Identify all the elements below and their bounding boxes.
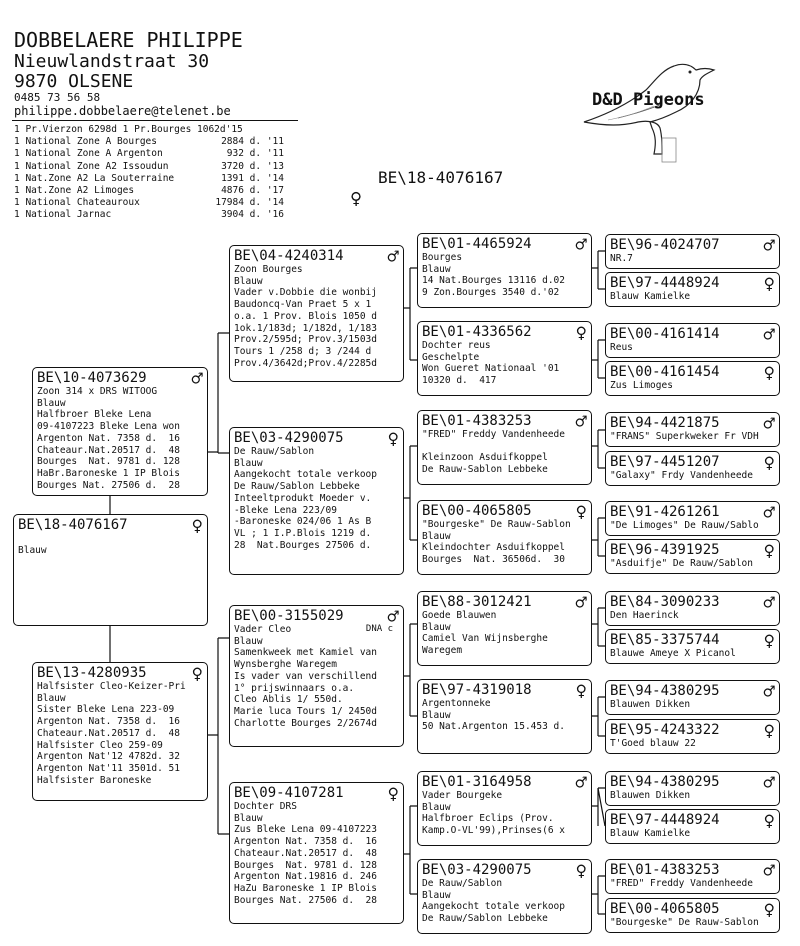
ring-number: BE\03-4290075 [422, 862, 532, 878]
pedigree-card-dam-dam[interactable] [229, 782, 404, 924]
male-icon: ♂ [763, 413, 775, 435]
male-icon: ♂ [763, 324, 775, 346]
female-icon: ♀ [575, 860, 587, 882]
male-icon: ♂ [763, 592, 775, 614]
card-notes: "FRED" Freddy Vandenheede [610, 878, 753, 889]
breeder-email: philippe.dobbelaere@telenet.be [14, 104, 231, 118]
pedigree-card-g4[interactable] [605, 412, 780, 447]
card-notes: Vader Cleo Blauw Samenkweek met Kamiel van Wynsberghe Waregem Is vader van verschillend 1° prijswinnaars o.a. Cleo Ablis 1/ 550d. Marie luca Tours 1/ 2450d Charlotte Bourges 2/2674d [234, 624, 377, 729]
male-icon: ♂ [763, 860, 775, 882]
pedigree-card-g4[interactable] [605, 539, 780, 574]
card-notes: "De Limoges" De Rauw/Sablo [610, 520, 759, 531]
ring-number: BE\97-4451207 [610, 454, 720, 470]
ring-number: BE\00-3155029 [234, 608, 344, 624]
pedigree-card-g3[interactable] [417, 859, 592, 934]
female-icon: ♀ [763, 630, 775, 652]
male-icon: ♂ [763, 681, 775, 703]
card-notes: Den Haerinck [610, 610, 679, 621]
card-notes: Blauwen Dikken [610, 699, 691, 710]
female-icon: ♀ [763, 452, 775, 474]
male-icon: ♂ [191, 368, 203, 390]
pedigree-card-g3[interactable] [417, 771, 592, 846]
ring-number: BE\96-4391925 [610, 542, 720, 558]
ring-number: BE\03-4290075 [234, 430, 344, 446]
card-notes: Blauw [18, 544, 47, 556]
card-notes: Goede Blauwen Blauw Camiel Van Wijnsberghe Waregem [422, 610, 548, 657]
pedigree-card-g3[interactable] [417, 233, 592, 308]
pedigree-card-g4[interactable] [605, 898, 780, 933]
ring-number: BE\09-4107281 [234, 785, 344, 801]
card-notes: Reus [610, 342, 633, 353]
male-icon: ♂ [575, 234, 587, 256]
card-notes: "Galaxy" Frdy Vandenheede [610, 470, 753, 481]
breeder-phone: 0485 73 56 58 [14, 91, 101, 104]
ring-number: BE\96-4024707 [610, 237, 720, 253]
ring-number: BE\97-4448924 [610, 812, 720, 828]
pedigree-card-g4[interactable] [605, 719, 780, 754]
ring-number: BE\94-4380295 [610, 683, 720, 699]
male-icon: ♂ [387, 606, 399, 628]
result-value: 17984 d. '14 [215, 197, 284, 209]
pedigree-card-g4[interactable] [605, 771, 780, 806]
female-icon: ♀ [763, 810, 775, 832]
card-notes: Dochter DRS Blauw Zus Bleke Lena 09-4107223 Argenton Nat. 7358 d. 16 Chateaur.Nat.20517 d. 48 Bourges Nat. 9781 d. 128 Argenton Nat.19816 d. 246 HaZu Baroneske 1 IP Blois Bourges Nat. 27506 d. 28 [234, 801, 377, 906]
pedigree-card-g3[interactable] [417, 321, 592, 396]
female-icon: ♀ [763, 362, 775, 384]
card-notes: Blauwen Dikken [610, 790, 691, 801]
ring-number: BE\84-3090233 [610, 594, 720, 610]
card-notes: "Bourgeske" De Rauw-Sablon Blauw Kleindochter Asduifkoppel Bourges Nat. 36506d. 30 [422, 519, 571, 566]
pedigree-card-g3[interactable] [417, 500, 592, 575]
result-value: 4876 d. '17 [221, 185, 284, 197]
result-value: 3720 d. '13 [221, 160, 284, 172]
result-text: 1 Nat.Zone A2 Limoges [14, 185, 135, 197]
result-text: 1 National Zone A Bourges [14, 136, 157, 148]
ring-number: BE\91-4261261 [610, 504, 720, 520]
female-icon: ♀ [191, 515, 203, 537]
pedigree-card-dam-sire[interactable] [229, 605, 404, 747]
card-notes: "FRED" Freddy Vandenheede Kleinzoon Asduifkoppel De Rauw-Sablon Lebbeke [422, 429, 565, 476]
result-value: 2884 d. '11 [221, 136, 284, 148]
result-text: 1 National Zone A Argenton [14, 148, 163, 160]
ring-number: BE\10-4073629 [37, 370, 147, 386]
card-notes: Zoon Bourges Blauw Vader v.Dobbie die wonbij Baudoncq-Van Praet 5 x 1 o.a. 1 Prov. Blois 1050 d 1ok.1/183d; 1/182d, 1/183 Prov.2/595d; Prov.3/1503d Tours 1 /258 d; 3 /244 d Prov.4/3642d;Prov.4/2285d [234, 264, 377, 369]
ring-number: BE\00-4065805 [610, 901, 720, 917]
male-icon: ♂ [575, 592, 587, 614]
card-notes: De Rauw/Sablon Blauw Aangekocht totale verkoop De Rauw/Sablon Lebbeke [422, 878, 565, 925]
male-icon: ♂ [763, 502, 775, 524]
female-icon: ♀ [387, 783, 399, 805]
ring-number: BE\13-4280935 [37, 665, 147, 681]
card-notes: NR.7 [610, 253, 633, 264]
pedigree-card-g4[interactable] [605, 361, 780, 396]
dna-badge: DNA c [365, 624, 393, 634]
card-notes: Blauwe Ameye X Picanol [610, 648, 736, 659]
pedigree-card-g4[interactable] [605, 859, 780, 894]
female-icon: ♀ [763, 273, 775, 295]
pedigree-card-g4[interactable] [605, 629, 780, 664]
female-icon: ♀ [763, 899, 775, 921]
ring-number: BE\00-4065805 [422, 503, 532, 519]
pedigree-card-g3[interactable] [417, 679, 592, 754]
ring-number: BE\01-3164958 [422, 774, 532, 790]
pedigree-card-g4[interactable] [605, 680, 780, 715]
breeder-street: Nieuwlandstraat 30 [14, 51, 210, 72]
ring-number: BE\00-4161414 [610, 326, 720, 342]
ring-number: BE\94-4421875 [610, 415, 720, 431]
subject-ring: BE\18-4076167 [378, 168, 504, 187]
female-icon: ♀ [763, 720, 775, 742]
ring-number: BE\01-4336562 [422, 324, 532, 340]
card-notes: Bourges Blauw 14 Nat.Bourges 13116 d.02 9 Zon.Bourges 3540 d.'02 [422, 252, 565, 299]
logo-text: D&D Pigeons [592, 90, 705, 110]
female-icon: ♀ [575, 322, 587, 344]
male-icon: ♂ [387, 246, 399, 268]
pedigree-card-g4[interactable] [605, 272, 780, 307]
male-icon: ♂ [575, 411, 587, 433]
pedigree-card-g4[interactable] [605, 809, 780, 844]
female-icon: ♀ [575, 680, 587, 702]
pedigree-card-g3[interactable] [417, 410, 592, 485]
card-notes: Halfsister Cleo-Keizer-Pri Blauw Sister Bleke Lena 223-09 Argenton Nat. 7358 d. 16 Chateaur.Nat.20517 d. 48 Halfsister Cleo 259-09 Argenton Nat'12 4782d. 32 Argenton Nat'11 3501d. 51 Halfsister Baroneske [37, 681, 186, 786]
card-notes: Blauw Kamielke [610, 291, 691, 302]
pedigree-card-g3[interactable] [417, 591, 592, 666]
pedigree-card-g4[interactable] [605, 591, 780, 626]
result-value: 932 d. '11 [226, 148, 284, 160]
card-notes: Argentonneke Blauw 50 Nat.Argenton 15.453 d. [422, 698, 565, 733]
female-icon: ♀ [350, 186, 363, 210]
card-notes: Vader Bourgeke Blauw Halfbroer Eclips (Prov. Kamp.O-VL'99),Prinses(6 x [422, 790, 565, 837]
result-value: 3904 d. '16 [221, 209, 284, 221]
card-notes: Dochter reus Geschelpte Won Gueret Nationaal '01 10320 d. 417 [422, 340, 560, 387]
ring-number: BE\97-4448924 [610, 275, 720, 291]
ring-number: BE\01-4383253 [422, 413, 532, 429]
ring-number: BE\01-4383253 [610, 862, 720, 878]
card-notes: Zoon 314 x DRS WITOOG Blauw Halfbroer Bleke Lena 09-4107223 Bleke Lena won Argenton Nat. 7358 d. 16 Chateaur.Nat.20517 d. 48 Bourges Nat. 9781 d. 128 HaBr.Baroneske 1 IP Blois Bourges Nat. 27506 d. 28 [37, 386, 180, 491]
ring-number: BE\97-4319018 [422, 682, 532, 698]
female-icon: ♀ [387, 428, 399, 450]
card-notes: "FRANS" Superkweker Fr VDH [610, 431, 759, 442]
ring-number: BE\01-4465924 [422, 236, 532, 252]
pedigree-card-g4[interactable] [605, 323, 780, 358]
breeder-name: DOBBELAERE PHILIPPE [14, 28, 243, 52]
result-text: 1 Pr.Vierzon 6298d 1 Pr.Bourges 1062d'15 [14, 124, 243, 135]
ring-number: BE\18-4076167 [18, 517, 128, 533]
card-notes: T'Goed blauw 22 [610, 738, 696, 749]
ring-number: BE\88-3012421 [422, 594, 532, 610]
female-icon: ♀ [575, 501, 587, 523]
female-icon: ♀ [763, 540, 775, 562]
pedigree-card-sire[interactable] [32, 367, 208, 496]
ring-number: BE\85-3375744 [610, 632, 720, 648]
pedigree-card-dam[interactable] [32, 662, 208, 801]
pedigree-card-g4[interactable] [605, 234, 780, 269]
card-notes: Zus Limoges [610, 380, 673, 391]
ring-number: BE\04-4240314 [234, 248, 344, 264]
pedigree-card-g4[interactable] [605, 501, 780, 536]
result-text: 1 National Chateauroux [14, 197, 140, 209]
male-icon: ♂ [575, 772, 587, 794]
breeder-city: 9870 OLSENE [14, 71, 134, 92]
ring-number: BE\00-4161454 [610, 364, 720, 380]
result-text: 1 National Jarnac [14, 209, 112, 221]
ring-number: BE\95-4243322 [610, 722, 720, 738]
ring-number: BE\94-4380295 [610, 774, 720, 790]
card-notes: De Rauw/Sablon Blauw Aangekocht totale verkoop De Rauw/Sablon Lebbeke Inteeltprodukt Moeder v. -Bleke Lena 223/09 -Baroneske 024/06 1 As B VL ; 1 I.P.Blois 1219 d. 28 Nat.Bourges 27506 d. [234, 446, 377, 551]
card-notes: Blauw Kamielke [610, 828, 691, 839]
pedigree-card-g4[interactable] [605, 451, 780, 486]
male-icon: ♂ [763, 235, 775, 257]
result-text: 1 National Zone A2 Issoudun [14, 160, 169, 172]
result-text: 1 Nat.Zone A2 La Souterraine [14, 172, 175, 184]
male-icon: ♂ [763, 772, 775, 794]
card-notes: "Asduifje" De Rauw/Sablon [610, 558, 753, 569]
pedigree-card-subject[interactable] [13, 514, 208, 626]
result-value: 1391 d. '14 [221, 172, 284, 184]
pedigree-card-sire-sire[interactable] [229, 245, 404, 382]
pedigree-card-sire-dam[interactable] [229, 427, 404, 575]
female-icon: ♀ [191, 663, 203, 685]
card-notes: "Bourgeske" De Rauw-Sablon [610, 917, 759, 928]
